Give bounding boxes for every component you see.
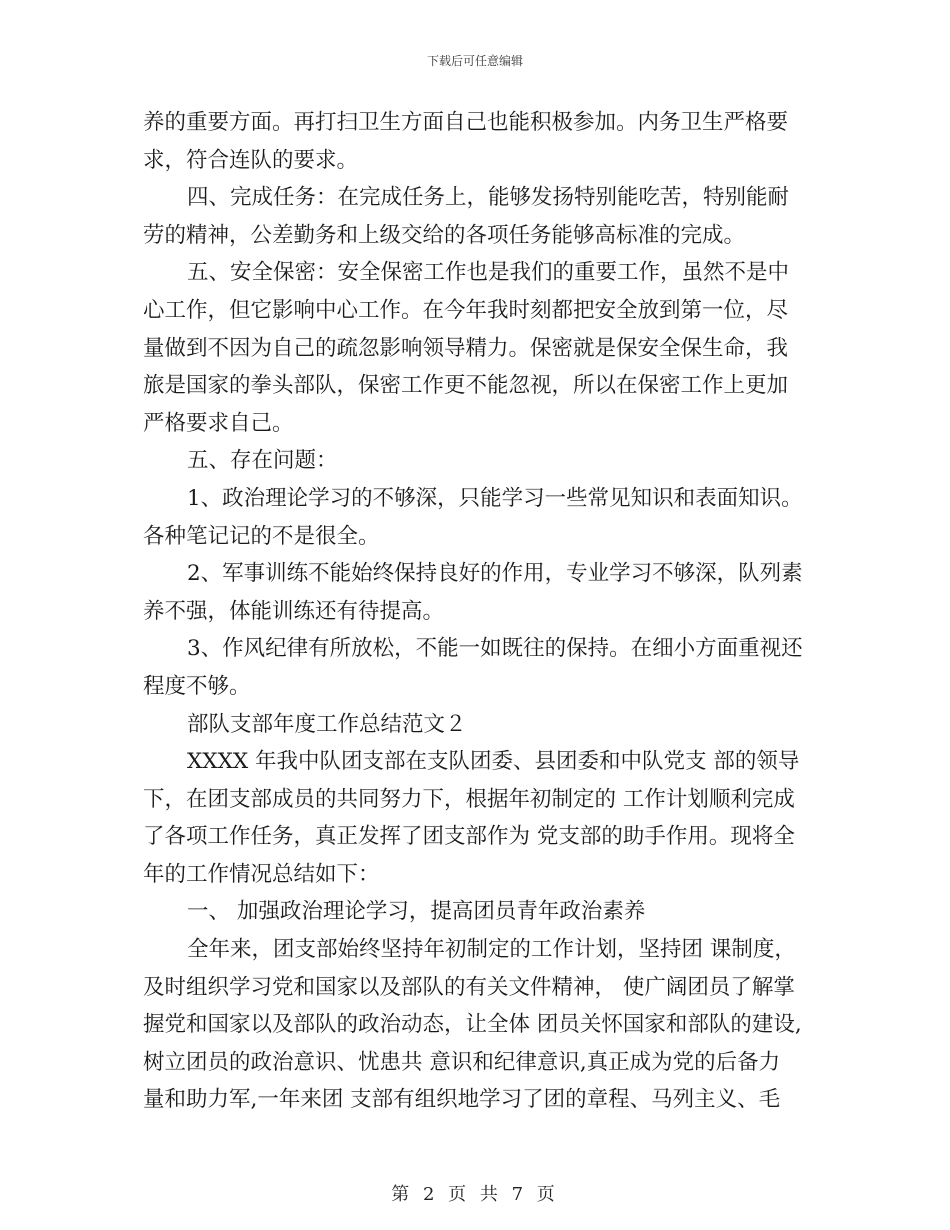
text-line: 了各项工作任务，真正发挥了团支部作为 党支部的助手作用。现将全 [143, 824, 795, 850]
text-line: 养不强，体能训练还有待提高。 [143, 598, 445, 624]
text-line: XXXX 年我中队团支部在支队团委、县团委和中队党支 部的领导 [187, 749, 800, 775]
text-line: 量和助力军,一年来团 支部有组织地学习了团的章程、马列主义、毛 [143, 1087, 781, 1113]
page-header: 下载后可任意编辑 [426, 54, 523, 68]
section-heading: 一、 加强政治理论学习，提高团员青年政治素养 [187, 899, 646, 925]
text-line: 五、安全保密：安全保密工作也是我们的重要工作，虽然不是中 [187, 260, 790, 286]
text-line: 严格要求自己。 [143, 410, 294, 436]
text-line: 树立团员的政治意识、忧患共 意识和纪律意识,真正成为党的后备力 [143, 1049, 781, 1075]
text-line: 2、军事训练不能始终保持良好的作用，专业学习不够深，队列素 [187, 561, 803, 587]
text-line: 3、作风纪律有所放松，不能一如既往的保持。在细小方面重视还 [187, 636, 803, 662]
text-line: 1、政治理论学习的不够深，只能学习一些常见知识和表面知识。 [187, 485, 803, 511]
text-line: 心工作，但它影响中心工作。在今年我时刻都把安全放到第一位，尽 [143, 297, 789, 323]
text-line: 程度不够。 [143, 673, 251, 699]
text-line: 养的重要方面。再打扫卫生方面自己也能积极参加。内务卫生严格要 [143, 110, 789, 135]
text-line: 各种笔记记的不是很全。 [143, 523, 380, 549]
text-line: 旅是国家的拳头部队，保密工作更不能忽视，所以在保密工作上更加 [143, 373, 789, 399]
article-title: 部队支部年度工作总结范文２ [187, 711, 467, 737]
text-line: 及时组织学习党和国家以及部队的有关文件精神， 使广阔团员了解掌 [143, 974, 795, 1000]
text-line: 求，符合连队的要求。 [143, 147, 359, 173]
text-line: 量做到不因为自己的疏忽影响领导精力。保密就是保安全保生命，我 [143, 335, 789, 361]
text-line: 年的工作情况总结如下： [143, 861, 380, 887]
text-line: 全年来，团支部始终坚持年初制定的工作计划，坚持团 课制度， [187, 937, 796, 963]
text-line: 劳的精神，公差勤务和上级交给的各项任务能够高标准的完成。 [143, 222, 746, 248]
section-heading: 五、存在问题： [187, 448, 338, 474]
document-body [143, 104, 813, 1119]
text-line: 握党和国家以及部队的政治动态，让全体 团员关怀国家和部队的建设, [143, 1012, 802, 1038]
text-line: 四、完成任务：在完成任务上，能够发扬特别能吃苦，特别能耐 [187, 185, 790, 211]
page-footer: 第 2 页 共 7 页 [391, 1184, 559, 1205]
text-line: 下，在团支部成员的共同努力下，根据年初制定的 工作计划顺利完成 [143, 786, 795, 812]
